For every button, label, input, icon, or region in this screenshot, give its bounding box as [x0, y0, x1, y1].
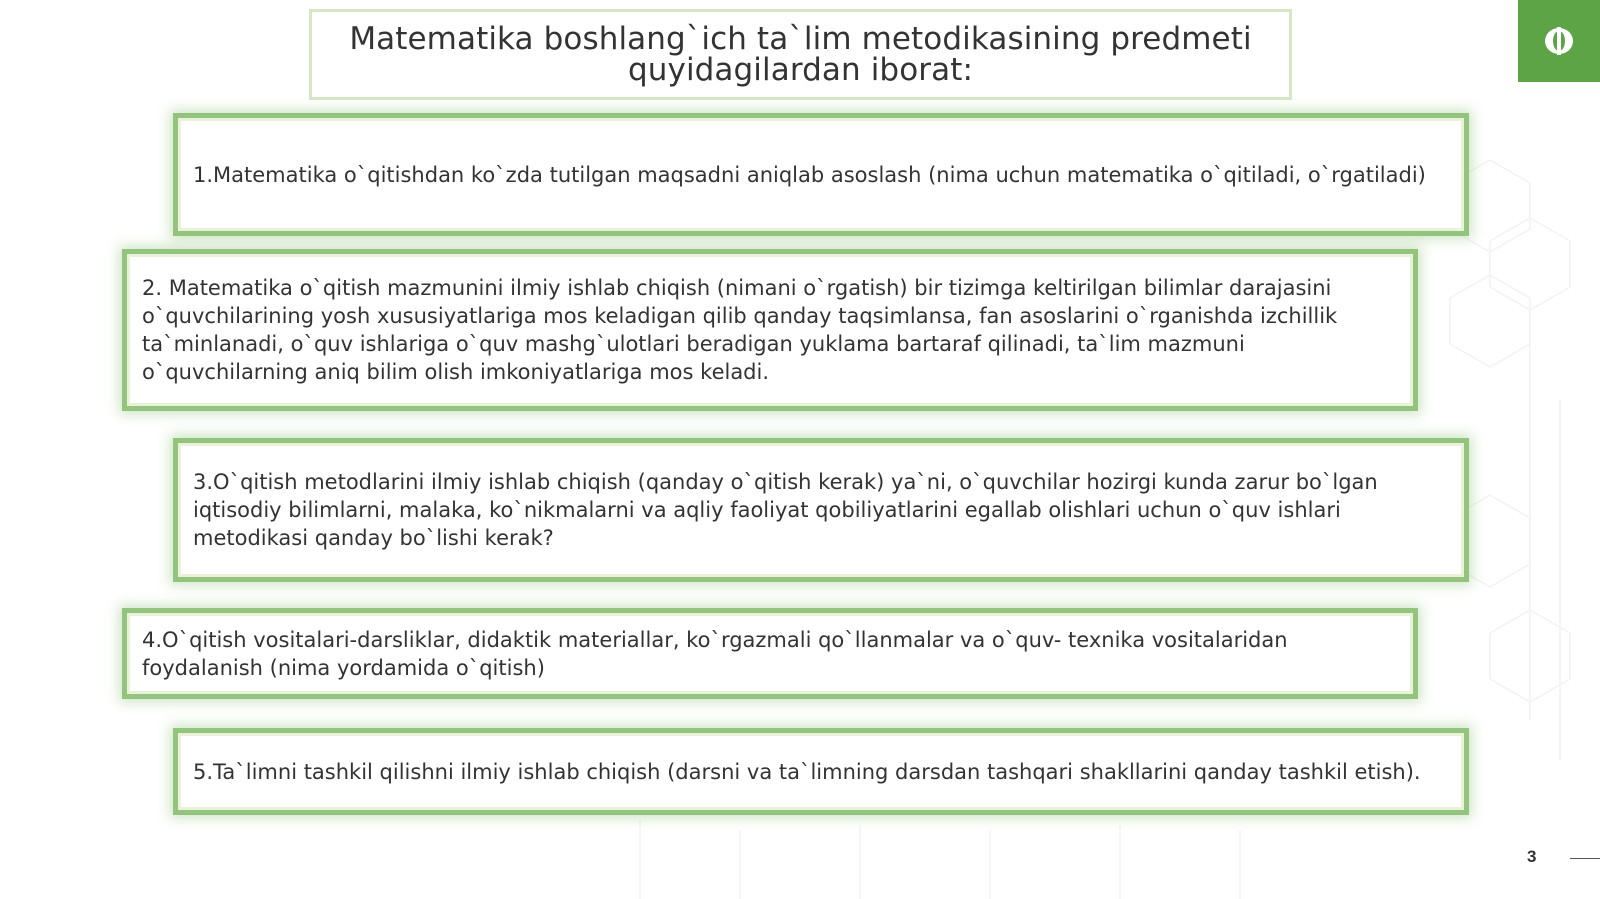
slide-title-box [309, 9, 1292, 100]
slide-title-line-2: quyidagilardan iborat: [627, 51, 974, 88]
list-item-text: 3.O`qitish metodlarini ilmiy ishlab chiqish (qanday o`qitish kerak) ya`ni, o`quvchilar hozirgi kunda zarur bo`lgan iqtisodiy bilimlarni, malaka, ko`nikmalarni va aqliy faoliyat qobiliyatlarini egallab olishlari uchun o`quv ishlari metodikasi qanday bo`lishi kerak? [193, 470, 1378, 550]
list-item-5 [178, 733, 1464, 810]
logo-badge [1518, 0, 1600, 82]
list-item-2 [127, 254, 1413, 406]
footer-divider [1570, 858, 1600, 859]
page-number: 3 [1527, 847, 1537, 866]
list-item-1 [178, 118, 1464, 231]
list-item-4 [127, 613, 1413, 694]
list-item-text: 2. Matematika o`qitish mazmunini ilmiy ishlab chiqish (nimani o`rgatish) bir tizimga keltirilgan bilimlar darajasini o`quvchilarining yosh xususiyatlariga mos keladigan qilib qanday taqsimlansa, fan asoslarini o`rganishda izchillik ta`minlanadi, o`quv ishlariga o`quv mashg`ulotlari beradigan yuklama bartaraf qilinadi, ta`lim mazmuni o`quvchilarning aniq bilim olish imkoniyatlariga mos keladi. [142, 276, 1338, 384]
list-item-3 [178, 443, 1464, 577]
list-item-text: 5.Ta`limni tashkil qilishni ilmiy ishlab chiqish (darsni va ta`limning darsdan tashqari shakllarini qanday tashkil etish). [193, 759, 1421, 784]
slide-title-line-1: Matematika boshlang`ich ta`lim metodikasining predmeti [349, 20, 1252, 57]
list-item-text: 4.O`qitish vositalari-darsliklar, didaktik materiallar, ko`rgazmali qo`llanmalar va o`quv- texnika vositalaridan foydalanish (nima yordamida o`qitish) [142, 627, 1288, 680]
logo-icon [1542, 24, 1576, 58]
list-item-text: 1.Matematika o`qitishdan ko`zda tutilgan maqsadni aniqlab asoslash (nima uchun matematika o`qitiladi, o`rgatiladi) [193, 162, 1426, 187]
